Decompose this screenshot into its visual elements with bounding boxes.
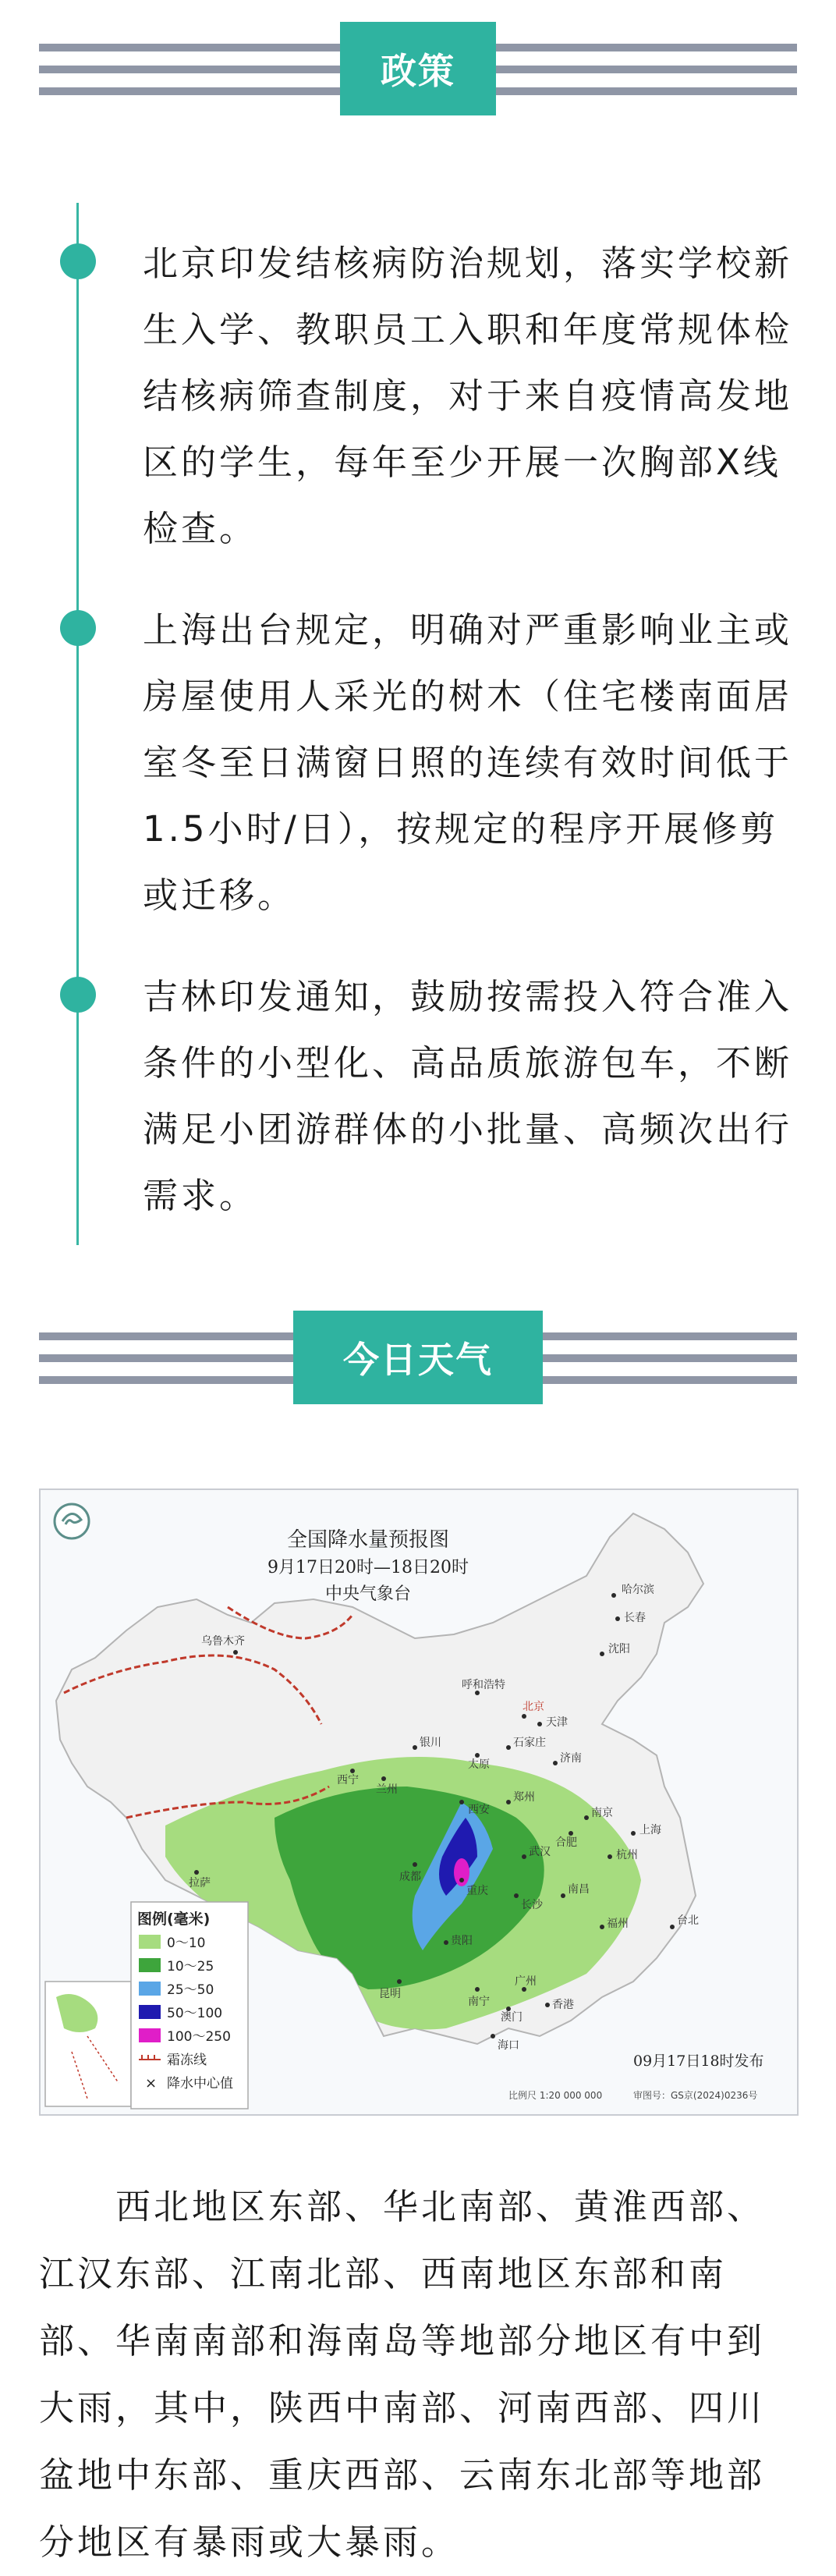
legend-center-icon: × bbox=[145, 2075, 158, 2092]
legend-center-label: 降水中心值 bbox=[167, 2076, 233, 2092]
city-label: 香港 bbox=[552, 1999, 574, 2011]
city-label: 杭州 bbox=[616, 1849, 638, 1861]
map-review-number: 审图号：GS京(2024)0236号 bbox=[633, 2090, 758, 2101]
city-label: 银川 bbox=[420, 1737, 441, 1749]
city-label: 成都 bbox=[399, 1871, 421, 1883]
city-label: 石家庄 bbox=[513, 1737, 546, 1749]
city-label: 西安 bbox=[468, 1804, 490, 1816]
map-period: 9月17日20时—18日20时 bbox=[267, 1558, 469, 1577]
legend-swatch bbox=[139, 2005, 161, 2019]
city-label: 武汉 bbox=[529, 1846, 551, 1858]
map-legend bbox=[131, 1902, 248, 2109]
city-label: 福州 bbox=[607, 1918, 629, 1930]
city-label: 乌鲁木齐 bbox=[201, 1635, 245, 1648]
timeline-dot-icon bbox=[60, 610, 96, 646]
map-release-time: 09月17日18时发布 bbox=[633, 2053, 764, 2070]
city-label: 兰州 bbox=[376, 1783, 398, 1796]
city-label: 昆明 bbox=[379, 1988, 401, 2000]
city-label: 贵阳 bbox=[451, 1935, 473, 1947]
city-label: 天津 bbox=[546, 1716, 568, 1729]
policy-section-header bbox=[39, 22, 797, 115]
weather-section-header bbox=[39, 1311, 797, 1404]
legend-label: 25～50 bbox=[167, 1982, 214, 1998]
south-china-sea-inset bbox=[45, 1982, 131, 2106]
timeline-dot-icon bbox=[60, 243, 96, 279]
legend-label: 50～100 bbox=[167, 2006, 223, 2021]
legend-label: 10～25 bbox=[167, 1959, 214, 1975]
legend-swatch bbox=[139, 1958, 161, 1972]
city-label: 合肥 bbox=[555, 1836, 577, 1849]
city-label: 台北 bbox=[677, 1914, 699, 1927]
city-label: 济南 bbox=[560, 1752, 582, 1765]
city-label: 广州 bbox=[515, 1975, 537, 1988]
weather-description: 西北地区东部、华北南部、黄淮西部、江汉东部、江南北部、西南地区东部和南部、华南南部和海南岛等地部分地区有中到大雨，其中，陕西中南部、河南西部、四川盆地中东部、重庆西部、云南东北部等地部分地区有暴雨或大暴雨。 bbox=[39, 2186, 766, 2563]
city-label: 哈尔滨 bbox=[622, 1584, 654, 1596]
legend-frost-label: 霜冻线 bbox=[167, 2053, 207, 2068]
policy-item-1: 北京印发结核病防治规划，落实学校新生入学、教职员工入职和年度常规体检结核病筛查制度，对于来自疫情高发地区的学生，每年至少开展一次胸部X线检查。 bbox=[143, 243, 793, 549]
legend-label: 0～10 bbox=[167, 1936, 206, 1951]
city-label: 上海 bbox=[639, 1824, 661, 1836]
city-label: 西宁 bbox=[337, 1774, 359, 1787]
legend-swatch bbox=[139, 2028, 161, 2042]
city-label: 海口 bbox=[498, 2039, 519, 2052]
timeline-dot-icon bbox=[60, 977, 96, 1013]
city-label: 沈阳 bbox=[608, 1643, 630, 1655]
legend-title: 图例(毫米) bbox=[137, 1911, 211, 1928]
city-label: 郑州 bbox=[513, 1791, 535, 1804]
weather-header-label: 今日天气 bbox=[293, 1311, 543, 1404]
legend-label: 100～250 bbox=[167, 2029, 231, 2045]
city-label: 呼和浩特 bbox=[462, 1679, 505, 1691]
city-label: 南京 bbox=[591, 1807, 613, 1819]
city-label: 澳门 bbox=[501, 2011, 522, 2024]
map-scale: 比例尺 1:20 000 000 bbox=[508, 2090, 603, 2101]
city-label: 太原 bbox=[468, 1758, 490, 1771]
legend-swatch bbox=[139, 1935, 161, 1949]
timeline-line bbox=[76, 203, 79, 1245]
policy-header-label: 政策 bbox=[340, 22, 496, 115]
legend-swatch bbox=[139, 1982, 161, 1996]
city-label: 北京 bbox=[522, 1701, 544, 1713]
city-label: 南昌 bbox=[568, 1883, 590, 1896]
precipitation-forecast-map bbox=[39, 1488, 799, 2116]
city-label: 南宁 bbox=[468, 1996, 490, 2008]
policy-item-3: 吉林印发通知，鼓励按需投入符合准入条件的小型化、高品质旅游包车，不断满足小团游群体的小批量、高频次出行需求。 bbox=[143, 976, 793, 1216]
map-title: 全国降水量预报图 bbox=[286, 1528, 450, 1552]
city-label: 长沙 bbox=[521, 1899, 543, 1911]
city-label: 拉萨 bbox=[189, 1877, 211, 1889]
map-graphic bbox=[41, 1490, 797, 2114]
policy-item-2: 上海出台规定，明确对严重影响业主或房屋使用人采光的树木（住宅楼南面居室冬至日满窗日照的连续有效时间低于1.5小时/日），按规定的程序开展修剪或迁移。 bbox=[143, 609, 793, 916]
map-agency: 中央气象台 bbox=[324, 1584, 412, 1604]
city-label: 重庆 bbox=[466, 1885, 488, 1897]
meteorology-logo-icon bbox=[55, 1504, 89, 1538]
city-label: 长春 bbox=[624, 1612, 646, 1624]
